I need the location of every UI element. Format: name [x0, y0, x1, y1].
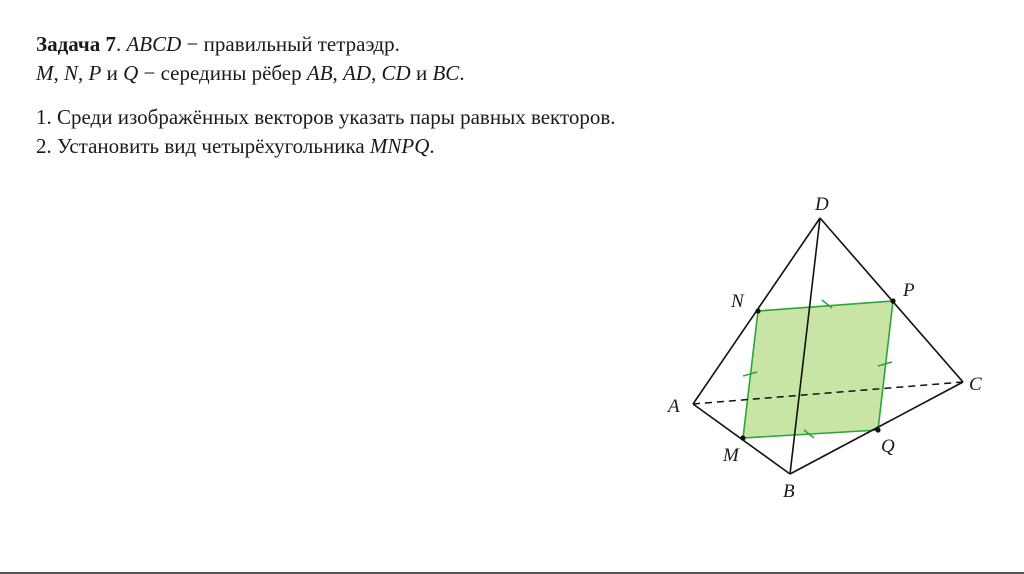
separator: ,	[78, 61, 89, 85]
task-title-sep: .	[115, 32, 127, 56]
period: .	[459, 61, 465, 85]
conjunction: и	[101, 61, 124, 85]
edge-CD-name: CD	[381, 61, 411, 85]
period: .	[429, 134, 435, 158]
conjunction: и	[410, 61, 433, 85]
midpoint-P-name: P	[88, 61, 102, 85]
quadrilateral-name: MNPQ	[369, 134, 430, 158]
separator: ,	[371, 61, 382, 85]
label-C: C	[969, 374, 982, 395]
label-P: P	[903, 280, 915, 301]
edge-BC-name: BC	[432, 61, 460, 85]
task-title-rest: − правильный тетраэдр.	[181, 32, 400, 56]
section-MNPQ	[743, 301, 893, 438]
midpoint-Q-name: Q	[123, 61, 139, 85]
label-Q: Q	[881, 436, 895, 457]
label-B: B	[783, 481, 795, 502]
midpoint-M-name: M	[36, 61, 54, 85]
label-M: M	[723, 445, 739, 466]
edge-AB-name: AB	[306, 61, 333, 85]
point-P	[890, 298, 895, 303]
edge-AD-name: AD	[343, 61, 372, 85]
point-Q	[875, 427, 880, 432]
label-N: N	[731, 291, 744, 312]
separator: ,	[53, 61, 64, 85]
question-2-text: 2. Установить вид четырёхугольника	[36, 134, 370, 158]
label-D: D	[815, 194, 829, 215]
point-M	[740, 435, 745, 440]
label-A: A	[668, 396, 680, 417]
question-1: 1. Среди изображённых векторов указать пары равных векторов.	[36, 105, 616, 129]
midpoint-N-name: N	[64, 61, 79, 85]
tetrahedron-name: ABCD	[126, 32, 182, 56]
point-N	[755, 308, 760, 313]
midpoints-text: − середины рёбер	[138, 61, 307, 85]
task-label: Задача 7	[36, 32, 116, 56]
separator: ,	[332, 61, 344, 85]
